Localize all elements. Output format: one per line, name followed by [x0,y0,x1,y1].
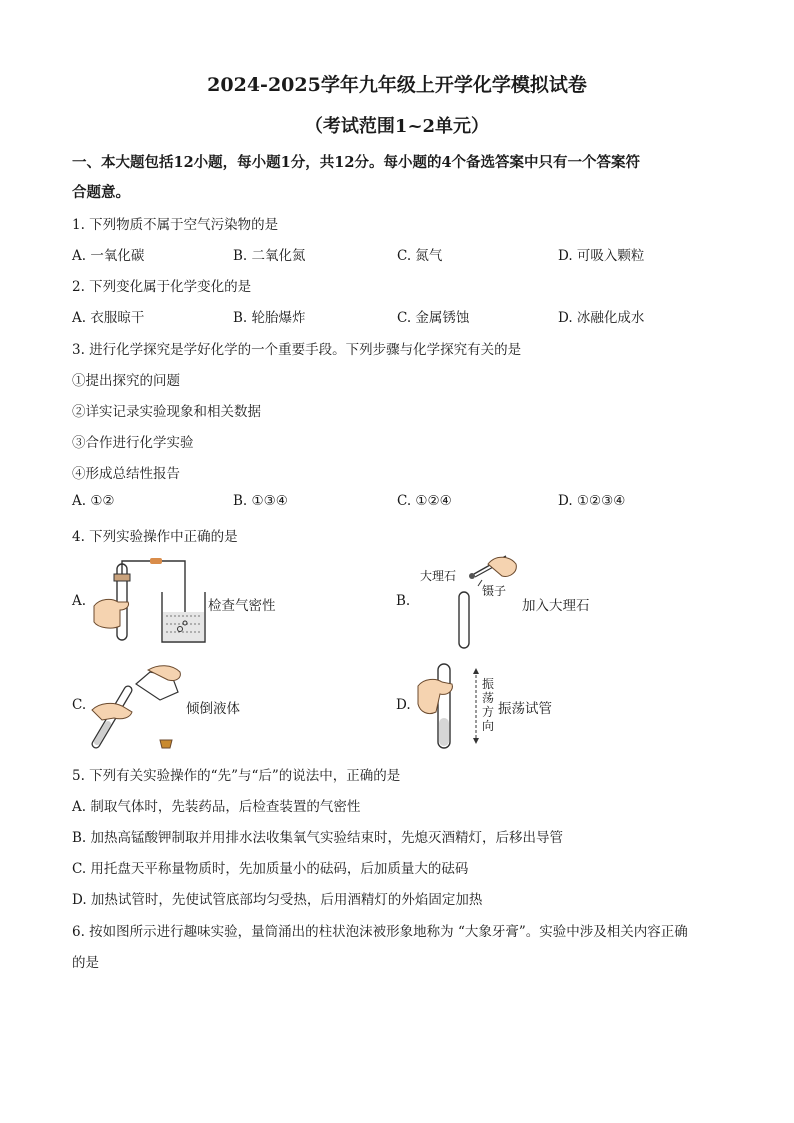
marble-chip [469,573,475,579]
question-3-item-1: ①提出探究的问题 [72,373,180,389]
section-heading-line1: 一、本大题包括12小题，每小题1分，共12分。每小题的4个备选答案中只有一个答案符 [72,154,641,171]
shake-direction-char-3: 方 [482,705,495,719]
page-subtitle: （考试范围1~2单元） [304,116,490,137]
question-4-option-a-caption: 检查气密性 [208,598,276,614]
question-3-item-2: ②详实记录实验现象和相关数据 [72,404,261,420]
question-2-stem: 2. 下列变化属于化学变化的是 [72,279,252,295]
question-1-option-d: D. 可吸入颗粒 [558,248,645,264]
question-1-option-a: A. 一氧化碳 [72,248,145,264]
question-5-option-c: C. 用托盘天平称量物质时，先加质量小的砝码，后加质量大的砝码 [72,861,469,877]
question-4-option-c-caption: 倾倒液体 [186,701,240,717]
pouring-liquid-illustration [88,662,188,750]
question-4-option-a-letter: A. [72,593,87,609]
question-3-option-d: D. ①②③④ [558,493,626,509]
question-3-option-c: C. ①②④ [397,493,452,509]
rubber-stopper [114,574,130,581]
airtightness-check-illustration [90,556,210,646]
question-1-option-b: B. 二氧化氮 [233,248,306,264]
shake-direction-char-4: 向 [482,719,495,733]
arrow-up-icon [473,668,479,674]
page-title: 2024-2025学年九年级上开学化学模拟试卷 [207,74,587,96]
question-2-option-c: C. 金属锈蚀 [397,310,470,326]
question-6-stem-line1: 6. 按如图所示进行趣味实验，量筒涌出的柱状泡沫被形象地称为 “大象牙膏”。实验中涉及相关内容正确 [72,924,688,940]
question-3-stem: 3. 进行化学探究是学好化学的一个重要手段。下列步骤与化学探究有关的是 [72,342,522,358]
question-4-option-d-caption: 振荡试管 [498,701,552,717]
question-4-stem: 4. 下列实验操作中正确的是 [72,529,238,545]
arrow-down-icon [473,738,479,744]
hand-icon [92,703,132,720]
question-2-option-d: D. 冰融化成水 [558,310,645,326]
shaking-test-tube-illustration [414,660,504,752]
question-5-option-a: A. 制取气体时，先装药品，后检查装置的气密性 [72,799,361,815]
question-3-option-a: A. ①② [72,493,115,509]
adding-marble-illustration [418,550,528,650]
question-5-option-d: D. 加热试管时，先使试管底部均匀受热，后用酒精灯的外焰固定加热 [72,892,483,908]
section-heading-line2: 合题意。 [72,184,130,201]
marble-label: 大理石 [420,569,457,583]
question-6-stem-line2: 的是 [72,955,99,971]
question-5-option-b: B. 加热高锰酸钾制取并用排水法收集氧气实验结束时，先熄灭酒精灯，后移出导管 [72,830,564,846]
question-4-option-b-caption: 加入大理石 [522,598,590,614]
question-2-option-a: A. 衣服晾干 [72,310,145,326]
test-tube-liquid [439,718,449,746]
question-4-option-b-letter: B. [396,593,411,609]
test-tube-upright [459,592,469,648]
question-4-option-c-letter: C. [72,697,87,713]
question-3-option-b: B. ①③④ [233,493,288,509]
question-3-item-3: ③合作进行化学实验 [72,435,194,451]
bottle-stopper [160,740,172,748]
shake-direction-char-1: 振 [482,677,495,691]
question-1-stem: 1. 下列物质不属于空气污染物的是 [72,217,279,233]
rubber-connector [150,558,162,564]
hand-icon [94,599,129,628]
tweezers-label: 镊子 [482,584,507,598]
hand-icon [488,557,516,576]
question-2-option-b: B. 轮胎爆炸 [233,310,306,326]
question-1-option-c: C. 氮气 [397,248,443,264]
shake-direction-char-2: 荡 [482,691,495,705]
question-4-option-d-letter: D. [396,697,411,713]
question-5-stem: 5. 下列有关实验操作的“先”与“后”的说法中，正确的是 [72,768,401,784]
question-3-item-4: ④形成总结性报告 [72,466,180,482]
hand-icon [418,679,452,713]
